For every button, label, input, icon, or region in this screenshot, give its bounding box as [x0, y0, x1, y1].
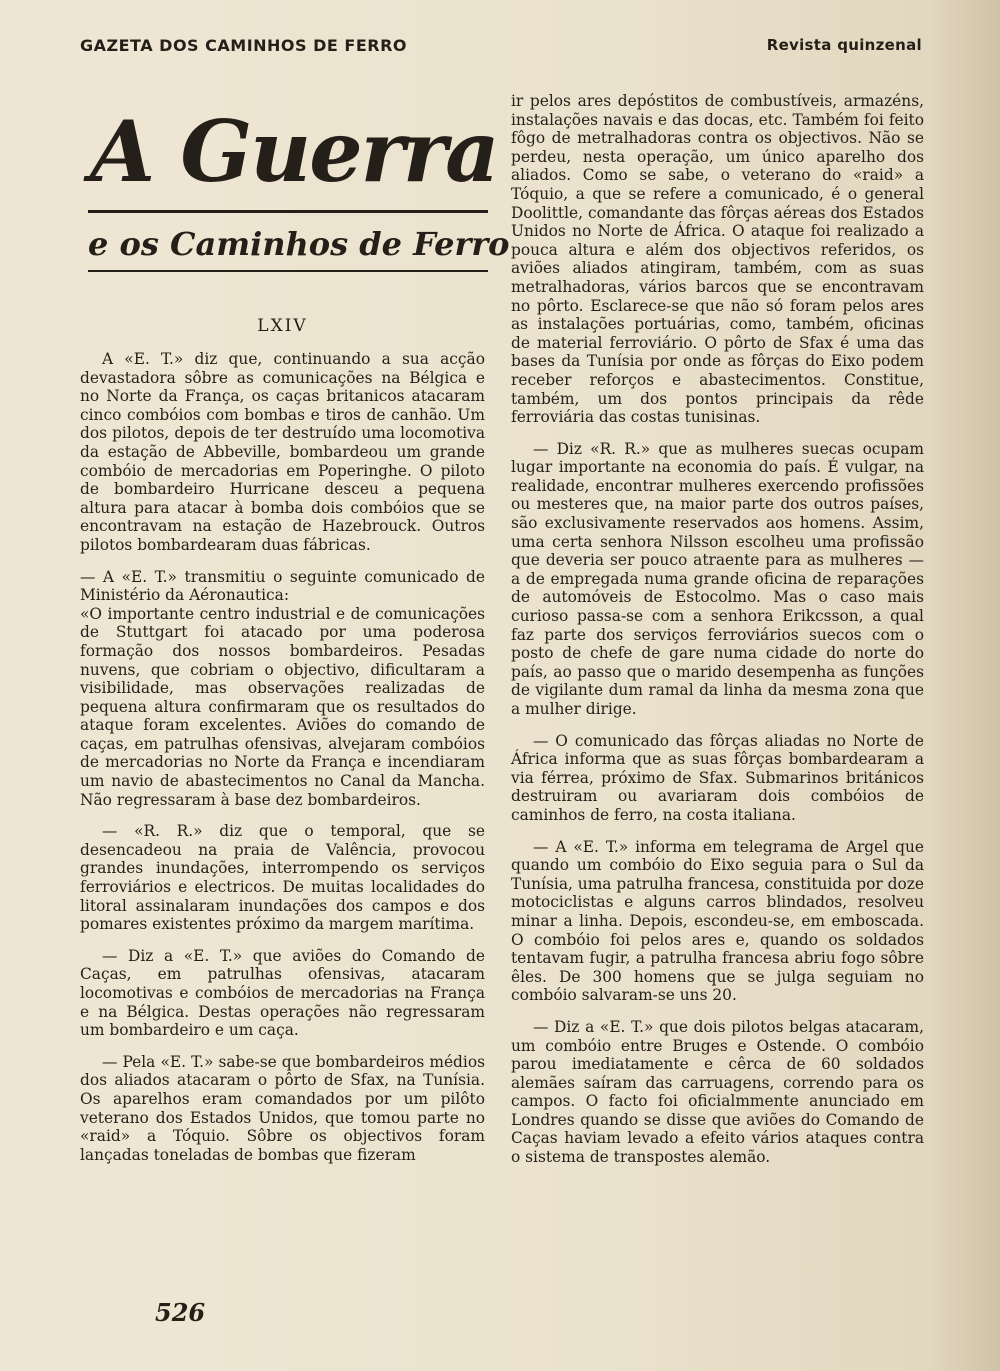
right-column	[511, 92, 924, 1180]
paragraph-continued: ir pelos ares depóstitos de combustíveis, armazéns, instalações navais e das docas, etc. Também foi feito fôgo de metralhadoras contra os objectivos. Não se perdeu, nesta operação, um único aparelho dos aliados. Como se sabe, o veterano do «raid» a Tóquio, a que se refere a comunicado, é o general Doolittle, comandante das fôrças aéreas dos Estados Unidos no Norte de África. O ataque foi realizado a pouca altura e além dos objectivos referidos, os aviões aliados atingiram, também, com as suas metralhadoras, vários barcos que se encontravam no pôrto. Esclarece-se que não só foram pelos ares as instalações portuárias, como, também, oficinas de material ferroviário. O pôrto de Sfax é uma das bases da Tunísia por onde as fôrças do Eixo podem receber reforços e abastecimentos. Constitue, também, um dos pontos principais da rêde ferroviária das costas tunisinas.	[511, 92, 924, 427]
quoted-communique: «O importante centro industrial e de comunicações de Stuttgart foi atacado por uma poderosa formação dos nossos bombardeiros. Pesadas nuvens, que cobriam o objectivo, dificultaram a visibilidade, mas observações realizadas de pequena altura confirmaram que os resultados do ataque foram excelentes. Aviões do comando de caças, em patrulhas ofensivas, alvejaram combóios de mercadorias no Norte da França e incendiaram um navio de abastecimentos no Canal da Mancha. Não regressaram à base dez bombardeiros.	[80, 604, 485, 809]
publication-name: GAZETA DOS CAMINHOS DE FERRO	[80, 36, 408, 55]
publication-tagline: Revista quinzenal	[766, 36, 922, 54]
article-title: A Guerra	[90, 102, 498, 201]
section-number: LXIV	[257, 316, 308, 336]
paragraph: — A «E. T.» transmitiu o seguinte comunicado de Ministério da Aéronautica:	[80, 567, 485, 605]
paragraph: — Diz a «E. T.» que aviões do Comando de Caças, em patrulhas ofensivas, atacaram locomotivas e combóios de mercadorias na França e na Bélgica. Destas operações não regressaram um bombardeiro e um caça.	[80, 946, 485, 1040]
title-rule	[88, 210, 488, 213]
paragraph: A «E. T.» diz que, continuando a sua acção devastadora sôbre as comunicações na Bélgica e no Norte da França, os caças britanicos atacaram cinco combóios com bombas e tiros de canhão. Um dos pilotos, depois de ter destruído uma locomotiva da estação de Abbeville, bombardeou um grande combóio de mercadorias em Poperinghe. O piloto de bombardeiro Hurricane desceu a pequena altura para atacar à bomba dois combóios que se encontravam na estação de Hazebrouck. Outros pilotos bombardearam duas fábricas.	[80, 350, 485, 554]
paragraph: — A «E. T.» informa em telegrama de Argel que quando um combóio do Eixo seguia para o Sul da Tunísia, uma patrulha francesa, constituida por doze motociclistas e alguns carros blindados, resolveu minar a linha. Depois, escondeu-se, em emboscada. O combóio foi pelos ares e, quando os soldados tentavam fugir, a patrulha francesa abriu fogo sôbre êles. De 300 homens que se julga seguiam no combóio salvaram-se uns 20.	[511, 837, 924, 1005]
paragraph: — «R. R.» diz que o temporal, que se desencadeou na praia de Valência, provocou grandes inundações, interrompendo os serviços ferroviários e electricos. De muitas localidades do litoral assinalaram inundações dos campos e dos pomares existentes próximo da margem marítima.	[80, 822, 485, 934]
paragraph: — Pela «E. T.» sabe-se que bombardeiros médios dos aliados atacaram o pôrto de Sfax, na Tunísia. Os aparelhos eram comandados por um pilôto veterano dos Estados Unidos, que tomou parte no «raid» a Tóquio. Sôbre os objectivos foram lançadas toneladas de bombas que fizeram	[80, 1052, 485, 1164]
paragraph: — O comunicado das fôrças aliadas no Norte de África informa que as suas fôrças bombardearam a via férrea, próximo de Sfax. Submarinos británicos destruiram ou avariaram dois combóios de caminhos de ferro, na costa italiana.	[511, 731, 924, 824]
paragraph: — Diz a «E. T.» que dois pilotos belgas atacaram, um combóio entre Bruges e Ostende. O combóio parou imediatamente e cêrca de 60 soldados alemães saíram das carruagens, correndo para os campos. O facto foi oficialmmente anunciado em Londres quando se disse que aviões do Comando de Caças haviam levado a efeito vários ataques contra o sistema de transpostes alemão.	[511, 1017, 924, 1167]
paragraph: — Diz «R. R.» que as mulheres suecas ocupam lugar importante na economia do país. É vulgar, na realidade, encontrar mulheres exercendo profissões ou mesteres que, na maior parte dos outros países, são exclusivamente reservados aos homens. Assim, uma certa senhora Nilsson escolheu uma profissão que deveria ser pouco atraente para as mulheres — a de empregada numa grande oficina de reparações de automóveis de Estocolmo. Mas o caso mais curioso passa-se com a senhora Erikcsson, a qual faz parte dos serviços ferroviários suecos com o posto de chefe de gare numa cidade do norte do país, ao passo que o marido desempenha as funções de vigilante dum ramal da linha da mesma zona que a mulher dirige.	[511, 439, 924, 718]
page-number: 526	[155, 1298, 206, 1327]
left-column	[80, 350, 485, 1177]
article-masthead	[84, 92, 510, 277]
subtitle-rule	[88, 270, 488, 272]
article-subtitle: e os Caminhos de Ferro	[88, 225, 510, 263]
